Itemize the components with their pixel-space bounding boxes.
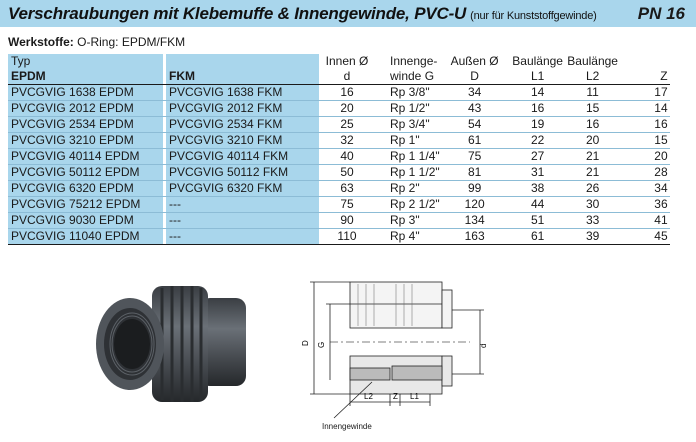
cell-l2: 21 <box>566 165 620 181</box>
cell-fkm: PVCGVIG 3210 FKM <box>166 133 319 149</box>
cell-epdm: PVCGVIG 1638 EPDM <box>8 85 163 101</box>
cell-l1: 16 <box>510 101 566 117</box>
materials-label: Werkstoffe: <box>8 35 74 49</box>
cell-d: 75 <box>322 197 372 213</box>
cell-l1: 38 <box>510 181 566 197</box>
table-row <box>8 85 670 101</box>
table-row <box>8 181 670 197</box>
cell-d: 40 <box>322 149 372 165</box>
header-typ: Typ <box>8 54 163 68</box>
cell-z: 34 <box>620 181 670 197</box>
table-row <box>8 101 670 117</box>
cell-g: Rp 1 1/4" <box>372 149 440 165</box>
cell-l1: 27 <box>510 149 566 165</box>
materials-value: O-Ring: EPDM/FKM <box>77 35 186 49</box>
dim-label-L2: L2 <box>364 392 373 401</box>
cell-D: 61 <box>440 133 510 149</box>
header-d: d <box>322 68 372 85</box>
dim-label-Z: Z <box>393 392 398 401</box>
cell-l1: 14 <box>510 85 566 101</box>
cell-l2: 20 <box>566 133 620 149</box>
title-subtitle: (nur für Kunststoffgewinde) <box>470 10 597 22</box>
cell-D: 34 <box>440 85 510 101</box>
header-innen: Innen Ø <box>325 54 369 68</box>
cell-fkm: PVCGVIG 2012 FKM <box>166 101 319 117</box>
header-L2: L2 <box>566 68 620 85</box>
cell-g: Rp 1" <box>372 133 440 149</box>
header-z-top <box>620 54 670 68</box>
cell-fkm: PVCGVIG 50112 FKM <box>166 165 319 181</box>
technical-drawing <box>300 270 500 420</box>
cell-g: Rp 2" <box>372 181 440 197</box>
header-epdm: EPDM <box>8 68 163 85</box>
dim-label-L1: L1 <box>410 392 419 401</box>
union-fitting-photo <box>88 276 258 414</box>
cell-fkm: PVCGVIG 1638 FKM <box>166 85 319 101</box>
cell-d: 20 <box>322 101 372 117</box>
drawing-caption: Innengewinde <box>322 422 372 431</box>
cell-fkm: PVCGVIG 2534 FKM <box>166 117 319 133</box>
cell-fkm: PVCGVIG 40114 FKM <box>166 149 319 165</box>
cell-fkm: PVCGVIG 6320 FKM <box>166 181 319 197</box>
dim-label-G: G <box>317 341 326 348</box>
dim-label-d: d <box>479 343 488 348</box>
header-aussen: Außen Ø <box>450 54 499 68</box>
cell-l2: 26 <box>566 181 620 197</box>
cell-epdm: PVCGVIG 40114 EPDM <box>8 149 163 165</box>
cell-z: 20 <box>620 149 670 165</box>
cell-g: Rp 3/8" <box>372 85 440 101</box>
cell-fkm: --- <box>166 213 319 229</box>
table-header-row <box>8 54 670 68</box>
cell-d: 25 <box>322 117 372 133</box>
cell-l2: 15 <box>566 101 620 117</box>
cell-d: 16 <box>322 85 372 101</box>
title-text: Verschraubungen mit Klebemuffe & Innengewinde, PVC-U <box>8 4 467 23</box>
cell-l1: 44 <box>510 197 566 213</box>
cell-l2: 39 <box>566 229 620 245</box>
cell-z: 15 <box>620 133 670 149</box>
table-row <box>8 197 670 213</box>
cell-l2: 30 <box>566 197 620 213</box>
cell-l2: 33 <box>566 213 620 229</box>
cell-l2: 16 <box>566 117 620 133</box>
header-l1: Baulänge <box>512 54 563 68</box>
cell-D: 43 <box>440 101 510 117</box>
cell-d: 63 <box>322 181 372 197</box>
cell-z: 14 <box>620 101 670 117</box>
cell-d: 110 <box>322 229 372 245</box>
table-row <box>8 117 670 133</box>
cell-d: 32 <box>322 133 372 149</box>
cell-l1: 22 <box>510 133 566 149</box>
cell-z: 41 <box>620 213 670 229</box>
cell-g: Rp 4" <box>372 229 440 245</box>
cell-l1: 19 <box>510 117 566 133</box>
table-subheader-row <box>8 68 670 85</box>
cell-D: 54 <box>440 117 510 133</box>
cell-epdm: PVCGVIG 6320 EPDM <box>8 181 163 197</box>
cell-z: 36 <box>620 197 670 213</box>
table-row <box>8 213 670 229</box>
cell-d: 90 <box>322 213 372 229</box>
cell-l1: 31 <box>510 165 566 181</box>
header-Z: Z <box>620 68 670 85</box>
cell-fkm: --- <box>166 197 319 213</box>
table-row <box>8 165 670 181</box>
product-table <box>8 54 670 245</box>
cell-g: Rp 1/2" <box>372 101 440 117</box>
dim-label-D: D <box>301 340 310 346</box>
cell-D: 99 <box>440 181 510 197</box>
cell-z: 28 <box>620 165 670 181</box>
header-D: D <box>440 68 510 85</box>
cell-l1: 51 <box>510 213 566 229</box>
cell-D: 163 <box>440 229 510 245</box>
cell-l1: 61 <box>510 229 566 245</box>
cell-epdm: PVCGVIG 3210 EPDM <box>8 133 163 149</box>
table-row <box>8 229 670 245</box>
cell-epdm: PVCGVIG 2012 EPDM <box>8 101 163 117</box>
materials-line <box>8 35 185 49</box>
cell-l2: 11 <box>566 85 620 101</box>
cell-fkm: --- <box>166 229 319 245</box>
cell-epdm: PVCGVIG 11040 EPDM <box>8 229 163 245</box>
header-gewinde: Innenge- <box>390 54 438 68</box>
header-l2: Baulänge <box>567 54 618 68</box>
cell-g: Rp 1 1/2" <box>372 165 440 181</box>
cell-g: Rp 2 1/2" <box>372 197 440 213</box>
cell-g: Rp 3/4" <box>372 117 440 133</box>
cell-g: Rp 3" <box>372 213 440 229</box>
cell-D: 75 <box>440 149 510 165</box>
cell-D: 120 <box>440 197 510 213</box>
page-title <box>8 4 597 24</box>
table-body <box>8 85 670 245</box>
cell-d: 50 <box>322 165 372 181</box>
header-fkm: FKM <box>166 68 319 85</box>
cell-epdm: PVCGVIG 2534 EPDM <box>8 117 163 133</box>
cell-epdm: PVCGVIG 50112 EPDM <box>8 165 163 181</box>
cell-D: 81 <box>440 165 510 181</box>
cell-z: 17 <box>620 85 670 101</box>
table-row <box>8 149 670 165</box>
cell-l2: 21 <box>566 149 620 165</box>
header-g: winde G <box>372 68 440 85</box>
cell-z: 45 <box>620 229 670 245</box>
cell-epdm: PVCGVIG 75212 EPDM <box>8 197 163 213</box>
cell-epdm: PVCGVIG 9030 EPDM <box>8 213 163 229</box>
table-row <box>8 133 670 149</box>
header-L1: L1 <box>510 68 566 85</box>
cell-D: 134 <box>440 213 510 229</box>
cell-z: 16 <box>620 117 670 133</box>
pressure-rating: PN 16 <box>637 4 685 23</box>
